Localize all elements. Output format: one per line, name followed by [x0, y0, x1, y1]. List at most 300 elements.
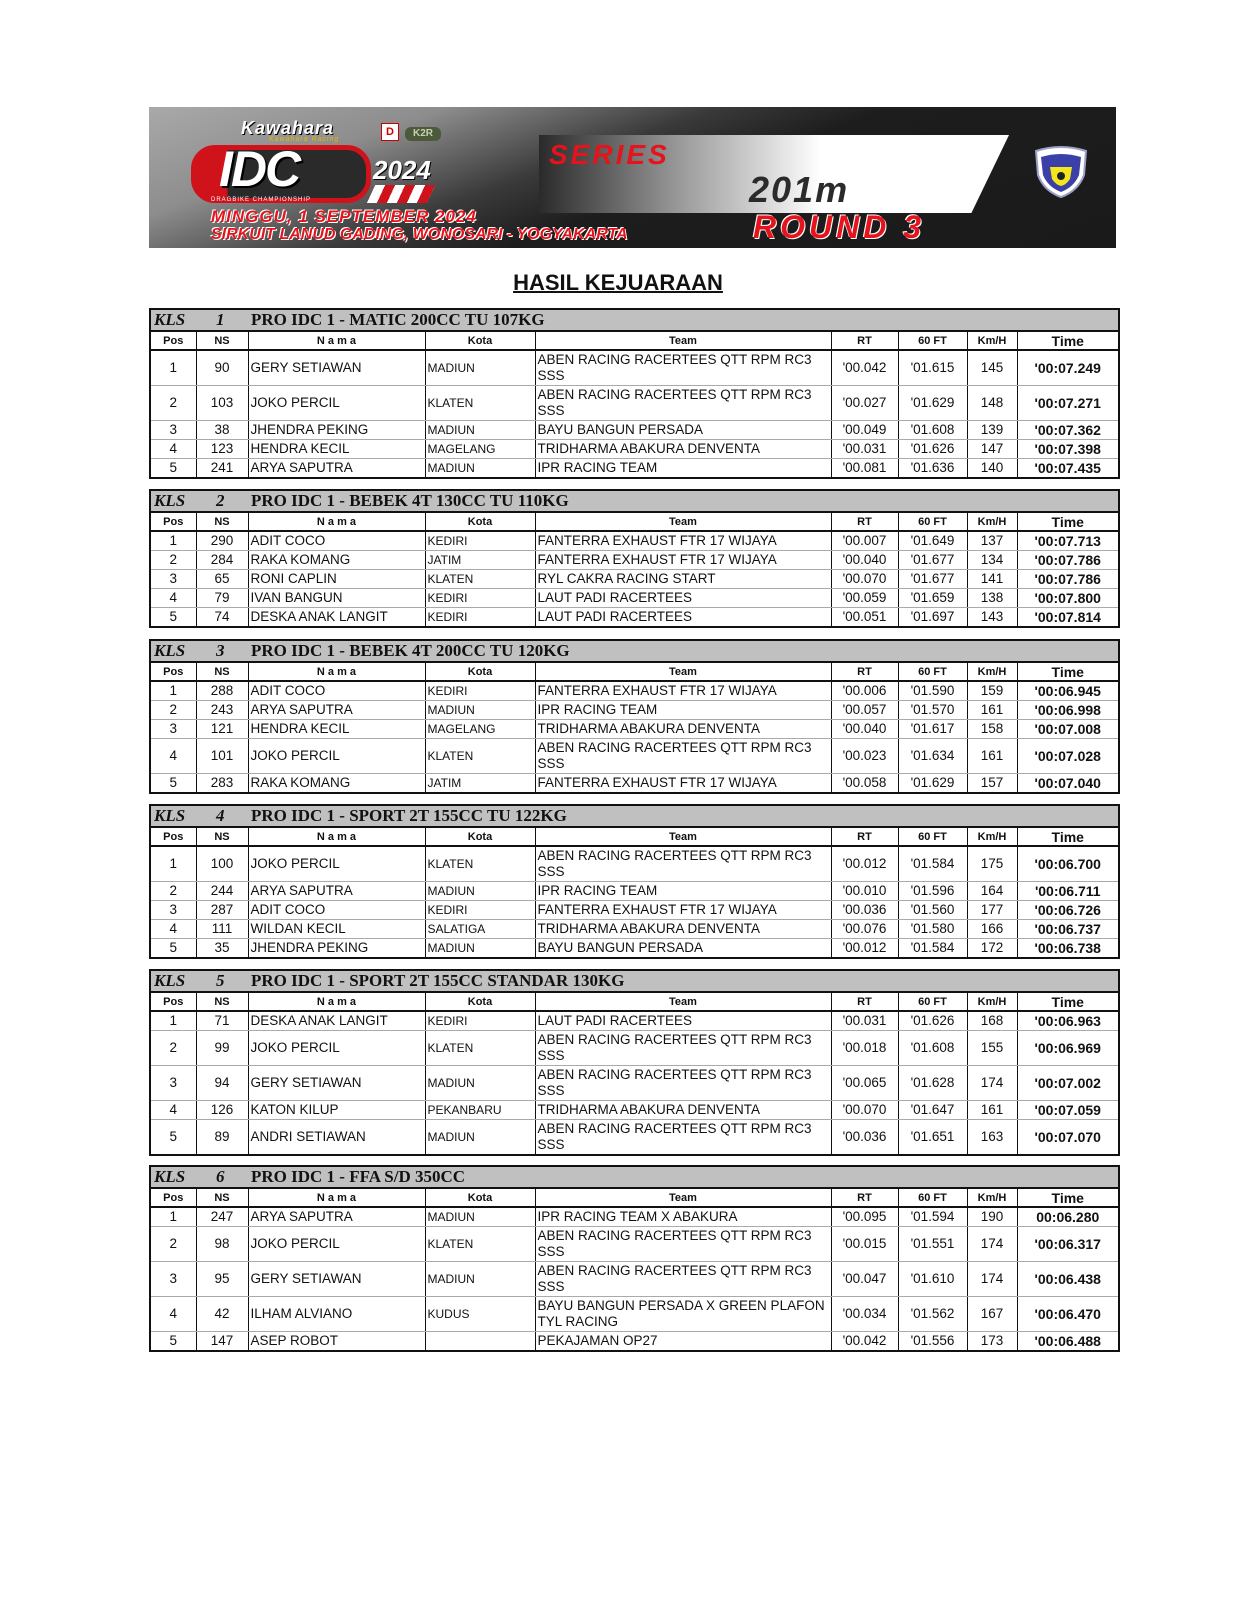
cell-pos: 5: [151, 459, 196, 478]
cell-ns: 95: [196, 1262, 248, 1297]
cell-time: '00:07.435: [1034, 460, 1101, 476]
col-header-rt: RT: [831, 513, 898, 531]
cell-kmh: 174: [967, 1262, 1017, 1297]
cell-rt: '00.047: [831, 1262, 898, 1297]
cell-rt: '00.006: [831, 681, 898, 701]
cell-rt: '00.040: [831, 720, 898, 739]
cell-nama: GERY SETIAWAN: [248, 350, 425, 386]
col-header-kota: Kota: [425, 332, 535, 350]
class-label: KLS: [154, 806, 186, 825]
cell-60ft: '01.626: [898, 440, 967, 459]
cell-rt: '00.042: [831, 350, 898, 386]
cell-team: PEKAJAMAN OP27: [535, 1332, 831, 1351]
cell-60ft: '01.608: [898, 1031, 967, 1066]
cell-pos: 3: [151, 1066, 196, 1101]
result-row: [151, 1101, 1118, 1120]
result-row: [151, 1262, 1118, 1297]
cell-kota: JATIM: [425, 551, 535, 570]
cell-kmh: 174: [967, 1066, 1017, 1101]
cell-60ft: '01.628: [898, 1066, 967, 1101]
banner-date: MINGGU, 1 SEPTEMBER 2024: [211, 207, 477, 226]
cell-60ft: '01.677: [898, 570, 967, 589]
cell-rt: '00.015: [831, 1227, 898, 1262]
result-row: [151, 421, 1118, 440]
column-header-row: [151, 332, 1118, 350]
result-row: [151, 720, 1118, 739]
cell-kmh: 159: [967, 681, 1017, 701]
results-table: [151, 332, 1118, 477]
cell-60ft: '01.556: [898, 1332, 967, 1351]
cell-time: '00:06.738: [1034, 940, 1101, 956]
cell-ns: 121: [196, 720, 248, 739]
cell-kota: MADIUN: [425, 459, 535, 478]
cell-kota: MADIUN: [425, 939, 535, 958]
results-table: [151, 1189, 1118, 1350]
cell-rt: '00.036: [831, 1120, 898, 1155]
cell-nama: JOKO PERCIL: [248, 1227, 425, 1262]
cell-ns: 99: [196, 1031, 248, 1066]
class-number: 2: [216, 491, 225, 510]
cell-team: IPR RACING TEAM X ABAKURA: [535, 1207, 831, 1227]
cell-pos: 2: [151, 882, 196, 901]
cell-nama: JOKO PERCIL: [248, 386, 425, 421]
cell-team: ABEN RACING RACERTEES QTT RPM RC3 SSS: [535, 1227, 831, 1262]
cell-nama: ADIT COCO: [248, 531, 425, 551]
cell-rt: '00.007: [831, 531, 898, 551]
results-table: [151, 513, 1118, 626]
cell-pos: 5: [151, 774, 196, 793]
cell-kmh: 166: [967, 920, 1017, 939]
class-label: KLS: [154, 1167, 186, 1186]
cell-rt: '00.040: [831, 551, 898, 570]
cell-kota: KLATEN: [425, 386, 535, 421]
cell-kmh: 172: [967, 939, 1017, 958]
cell-kmh: 139: [967, 421, 1017, 440]
class-results-table-2: [149, 489, 1120, 628]
cell-rt: '00.065: [831, 1066, 898, 1101]
cell-nama: JOKO PERCIL: [248, 846, 425, 882]
logo-idc-text: IDC: [219, 141, 300, 197]
col-header-60ft: 60 FT: [898, 663, 967, 681]
cell-kmh: 175: [967, 846, 1017, 882]
cell-60ft: '01.608: [898, 421, 967, 440]
class-header: [151, 310, 1118, 332]
result-row: [151, 1011, 1118, 1031]
cell-60ft: '01.629: [898, 774, 967, 793]
class-header: [151, 971, 1118, 993]
class-title: PRO IDC 1 - BEBEK 4T 200CC TU 120KG: [251, 641, 570, 660]
result-row: [151, 739, 1118, 774]
result-row: [151, 701, 1118, 720]
col-header-nama: N a m a: [248, 993, 425, 1011]
col-header-60ft: 60 FT: [898, 513, 967, 531]
cell-rt: '00.034: [831, 1297, 898, 1332]
class-title: PRO IDC 1 - SPORT 2T 155CC TU 122KG: [251, 806, 567, 825]
cell-60ft: '01.636: [898, 459, 967, 478]
cell-time: '00:07.398: [1017, 440, 1118, 459]
cell-time: '00:07.814: [1034, 609, 1101, 625]
cell-ns: 283: [196, 774, 248, 793]
cell-kota: MADIUN: [425, 1066, 535, 1101]
idc-logo: [191, 119, 481, 207]
result-row: [151, 882, 1118, 901]
cell-60ft: '01.697: [898, 608, 967, 627]
cell-kota: MADIUN: [425, 1262, 535, 1297]
col-header-ns: NS: [196, 663, 248, 681]
col-header-ns: NS: [196, 828, 248, 846]
cell-60ft: '01.596: [898, 882, 967, 901]
col-header-time: Time: [1017, 513, 1118, 531]
col-header-ns: NS: [196, 513, 248, 531]
cell-60ft: '01.551: [898, 1227, 967, 1262]
cell-kota: PEKANBARU: [425, 1101, 535, 1120]
cell-time: '00:06.969: [1017, 1031, 1118, 1066]
cell-pos: 3: [151, 720, 196, 739]
class-number: 1: [216, 310, 225, 329]
cell-pos: 5: [151, 608, 196, 627]
cell-kota: KLATEN: [425, 846, 535, 882]
cell-rt: '00.095: [831, 1207, 898, 1227]
cell-nama: JOKO PERCIL: [248, 1031, 425, 1066]
cell-rt: '00.059: [831, 589, 898, 608]
cell-team: ABEN RACING RACERTEES QTT RPM RC3 SSS: [535, 1066, 831, 1101]
col-header-60ft: 60 FT: [898, 1189, 967, 1207]
cell-pos: 1: [151, 350, 196, 386]
column-header-row: [151, 663, 1118, 681]
cell-kmh: 161: [967, 701, 1017, 720]
cell-team: FANTERRA EXHAUST FTR 17 WIJAYA: [535, 531, 831, 551]
cell-team: TRIDHARMA ABAKURA DENVENTA: [535, 920, 831, 939]
cell-time: '00:06.945: [1017, 681, 1118, 701]
cell-kmh: 163: [967, 1120, 1017, 1155]
col-header-rt: RT: [831, 332, 898, 350]
result-row: [151, 1207, 1118, 1227]
cell-kmh: 147: [967, 440, 1017, 459]
cell-pos: 4: [151, 1297, 196, 1332]
cell-pos: 3: [151, 901, 196, 920]
cell-rt: '00.031: [831, 440, 898, 459]
cell-pos: 5: [151, 1120, 196, 1155]
cell-team: ABEN RACING RACERTEES QTT RPM RC3 SSS: [535, 1262, 831, 1297]
col-header-pos: Pos: [151, 663, 196, 681]
cell-ns: 247: [196, 1207, 248, 1227]
cell-rt: '00.012: [831, 846, 898, 882]
class-label: KLS: [154, 310, 186, 329]
result-row: [151, 386, 1118, 421]
col-header-kota: Kota: [425, 1189, 535, 1207]
result-row: [151, 681, 1118, 701]
cell-time: 00:06.280: [1017, 1207, 1118, 1227]
col-header-rt: RT: [831, 1189, 898, 1207]
class-title: PRO IDC 1 - FFA S/D 350CC: [251, 1167, 466, 1186]
cell-nama: ILHAM ALVIANO: [248, 1297, 425, 1332]
cell-nama: ARYA SAPUTRA: [248, 459, 425, 478]
class-results-table-6: [149, 1165, 1120, 1352]
col-header-pos: Pos: [151, 513, 196, 531]
cell-kota: KEDIRI: [425, 589, 535, 608]
cell-team: FANTERRA EXHAUST FTR 17 WIJAYA: [535, 551, 831, 570]
class-number: 3: [216, 641, 225, 660]
col-header-ns: NS: [196, 993, 248, 1011]
result-row: [151, 459, 1118, 478]
cell-time: '00:06.737: [1017, 920, 1118, 939]
result-row: [151, 350, 1118, 386]
cell-pos: 2: [151, 701, 196, 720]
cell-nama: IVAN BANGUN: [248, 589, 425, 608]
cell-time: '00:07.713: [1017, 531, 1118, 551]
event-banner: [149, 107, 1116, 248]
cell-pos: 4: [151, 589, 196, 608]
col-header-time: Time: [1017, 828, 1118, 846]
cell-ns: 98: [196, 1227, 248, 1262]
class-title: PRO IDC 1 - SPORT 2T 155CC STANDAR 130KG: [251, 971, 625, 990]
cell-ns: 74: [196, 608, 248, 627]
cell-nama: DESKA ANAK LANGIT: [248, 608, 425, 627]
cell-kmh: 148: [967, 386, 1017, 421]
cell-pos: 1: [151, 1207, 196, 1227]
cell-team: IPR RACING TEAM: [535, 882, 831, 901]
col-header-rt: RT: [831, 828, 898, 846]
class-results-table-3: [149, 639, 1120, 794]
class-header: [151, 1167, 1118, 1189]
cell-kmh: 138: [967, 589, 1017, 608]
cell-time: '00:06.963: [1017, 1011, 1118, 1031]
cell-kmh: 168: [967, 1011, 1017, 1031]
sponsor-badge-k2r: K2R: [405, 127, 441, 141]
col-header-kmh: Km/H: [967, 513, 1017, 531]
col-header-kota: Kota: [425, 663, 535, 681]
cell-kota: MADIUN: [425, 350, 535, 386]
cell-kmh: 173: [967, 1332, 1017, 1351]
col-header-rt: RT: [831, 993, 898, 1011]
banner-round: ROUND 3: [753, 209, 926, 245]
class-header: [151, 491, 1118, 513]
col-header-nama: N a m a: [248, 1189, 425, 1207]
cell-rt: '00.023: [831, 739, 898, 774]
cell-time: '00:07.786: [1017, 570, 1118, 589]
cell-team: LAUT PADI RACERTEES: [535, 1011, 831, 1031]
cell-kota: MADIUN: [425, 421, 535, 440]
result-row: [151, 1332, 1118, 1351]
cell-kota: KLATEN: [425, 1227, 535, 1262]
cell-ns: 71: [196, 1011, 248, 1031]
cell-team: ABEN RACING RACERTEES QTT RPM RC3 SSS: [535, 1120, 831, 1155]
col-header-team: Team: [535, 828, 831, 846]
cell-pos: 3: [151, 1262, 196, 1297]
cell-nama: GERY SETIAWAN: [248, 1262, 425, 1297]
cell-ns: 244: [196, 882, 248, 901]
cell-time: '00:07.002: [1017, 1066, 1118, 1101]
col-header-nama: N a m a: [248, 332, 425, 350]
cell-team: FANTERRA EXHAUST FTR 17 WIJAYA: [535, 774, 831, 793]
cell-pos: 3: [151, 421, 196, 440]
col-header-time: Time: [1017, 663, 1118, 681]
cell-pos: 4: [151, 1101, 196, 1120]
col-header-pos: Pos: [151, 1189, 196, 1207]
cell-time: '00:06.711: [1017, 882, 1118, 901]
class-header: [151, 806, 1118, 828]
cell-rt: '00.070: [831, 1101, 898, 1120]
class-title: PRO IDC 1 - MATIC 200CC TU 107KG: [251, 310, 545, 329]
cell-kota: SALATIGA: [425, 920, 535, 939]
cell-60ft: '01.651: [898, 1120, 967, 1155]
cell-60ft: '01.584: [898, 939, 967, 958]
cell-pos: 5: [151, 939, 196, 958]
cell-pos: 1: [151, 531, 196, 551]
cell-60ft: '01.610: [898, 1262, 967, 1297]
col-header-ns: NS: [196, 332, 248, 350]
cell-pos: 4: [151, 920, 196, 939]
cell-time: '00:07.028: [1017, 739, 1118, 774]
cell-ns: 79: [196, 589, 248, 608]
cell-team: LAUT PADI RACERTEES: [535, 589, 831, 608]
cell-time: '00:07.786: [1017, 551, 1118, 570]
class-title: PRO IDC 1 - BEBEK 4T 130CC TU 110KG: [251, 491, 569, 510]
column-header-row: [151, 1189, 1118, 1207]
cell-kmh: 140: [967, 459, 1017, 478]
result-row: [151, 531, 1118, 551]
cell-team: ABEN RACING RACERTEES QTT RPM RC3 SSS: [535, 739, 831, 774]
cell-rt: '00.070: [831, 570, 898, 589]
cell-rt: '00.018: [831, 1031, 898, 1066]
cell-60ft: '01.562: [898, 1297, 967, 1332]
class-header: [151, 641, 1118, 663]
column-header-row: [151, 513, 1118, 531]
cell-ns: 89: [196, 1120, 248, 1155]
cell-ns: 38: [196, 421, 248, 440]
cell-pos: 1: [151, 846, 196, 882]
cell-team: FANTERRA EXHAUST FTR 17 WIJAYA: [535, 681, 831, 701]
cell-time: '00:07.249: [1017, 350, 1118, 386]
cell-kmh: 155: [967, 1031, 1017, 1066]
result-row: [151, 1297, 1118, 1332]
column-header-row: [151, 828, 1118, 846]
cell-time: '00:06.700: [1017, 846, 1118, 882]
col-header-kmh: Km/H: [967, 1189, 1017, 1207]
cell-nama: JHENDRA PEKING: [248, 421, 425, 440]
cell-nama: ARYA SAPUTRA: [248, 1207, 425, 1227]
cell-time: '00:06.438: [1017, 1262, 1118, 1297]
col-header-kota: Kota: [425, 828, 535, 846]
imi-emblem-icon: [1032, 145, 1090, 199]
cell-pos: 2: [151, 386, 196, 421]
cell-time: '00:07.271: [1017, 386, 1118, 421]
cell-time: '00:06.488: [1034, 1333, 1101, 1349]
col-header-nama: N a m a: [248, 828, 425, 846]
cell-rt: '00.027: [831, 386, 898, 421]
sponsor-logo-text: Kawahara: [241, 118, 335, 138]
cell-kmh: 177: [967, 901, 1017, 920]
col-header-kmh: Km/H: [967, 663, 1017, 681]
cell-pos: 4: [151, 739, 196, 774]
class-label: KLS: [154, 971, 186, 990]
cell-team: IPR RACING TEAM: [535, 701, 831, 720]
cell-kota: KEDIRI: [425, 531, 535, 551]
cell-nama: ADIT COCO: [248, 681, 425, 701]
result-row: [151, 551, 1118, 570]
col-header-nama: N a m a: [248, 663, 425, 681]
cell-team: ABEN RACING RACERTEES QTT RPM RC3 SSS: [535, 1031, 831, 1066]
col-header-team: Team: [535, 1189, 831, 1207]
cell-60ft: '01.584: [898, 846, 967, 882]
cell-time: '00:06.726: [1017, 901, 1118, 920]
cell-ns: 147: [196, 1332, 248, 1351]
cell-ns: 123: [196, 440, 248, 459]
results-table: [151, 828, 1118, 957]
cell-rt: '00.049: [831, 421, 898, 440]
cell-kmh: 137: [967, 531, 1017, 551]
cell-ns: 103: [196, 386, 248, 421]
col-header-team: Team: [535, 332, 831, 350]
cell-kota: KLATEN: [425, 1031, 535, 1066]
cell-60ft: '01.626: [898, 1011, 967, 1031]
class-number: 5: [216, 971, 225, 990]
cell-nama: GERY SETIAWAN: [248, 1066, 425, 1101]
class-results-table-5: [149, 969, 1120, 1156]
cell-team: TRIDHARMA ABAKURA DENVENTA: [535, 1101, 831, 1120]
col-header-60ft: 60 FT: [898, 332, 967, 350]
result-row: [151, 939, 1118, 958]
cell-team: ABEN RACING RACERTEES QTT RPM RC3 SSS: [535, 846, 831, 882]
col-header-60ft: 60 FT: [898, 828, 967, 846]
cell-time: '00:07.362: [1017, 421, 1118, 440]
cell-ns: 243: [196, 701, 248, 720]
cell-kota: MADIUN: [425, 701, 535, 720]
cell-kota: MADIUN: [425, 1207, 535, 1227]
col-header-ns: NS: [196, 1189, 248, 1207]
cell-60ft: '01.629: [898, 386, 967, 421]
cell-time: '00:07.800: [1017, 589, 1118, 608]
cell-time: '00:07.040: [1034, 775, 1101, 791]
cell-kota: MADIUN: [425, 882, 535, 901]
cell-kmh: 167: [967, 1297, 1017, 1332]
cell-team: FANTERRA EXHAUST FTR 17 WIJAYA: [535, 901, 831, 920]
cell-kota: KLATEN: [425, 570, 535, 589]
col-header-kota: Kota: [425, 993, 535, 1011]
cell-kota: KEDIRI: [425, 901, 535, 920]
cell-ns: 287: [196, 901, 248, 920]
cell-time: '00:07.059: [1017, 1101, 1118, 1120]
cell-nama: ADIT COCO: [248, 901, 425, 920]
col-header-nama: N a m a: [248, 513, 425, 531]
cell-60ft: '01.634: [898, 739, 967, 774]
col-header-kmh: Km/H: [967, 828, 1017, 846]
sponsor-logo-subtext: Kawahara Racing: [269, 136, 340, 143]
cell-ns: 241: [196, 459, 248, 478]
cell-60ft: '01.580: [898, 920, 967, 939]
cell-rt: '00.036: [831, 901, 898, 920]
cell-ns: 288: [196, 681, 248, 701]
cell-time: '00:06.998: [1017, 701, 1118, 720]
cell-nama: HENDRA KECIL: [248, 440, 425, 459]
cell-time: '00:07.070: [1034, 1129, 1101, 1145]
result-row: [151, 901, 1118, 920]
cell-ns: 126: [196, 1101, 248, 1120]
cell-pos: 3: [151, 570, 196, 589]
cell-team: IPR RACING TEAM: [535, 459, 831, 478]
cell-pos: 1: [151, 1011, 196, 1031]
cell-team: ABEN RACING RACERTEES QTT RPM RC3 SSS: [535, 350, 831, 386]
logo-year-text: 2024: [373, 155, 431, 185]
result-row: [151, 1031, 1118, 1066]
cell-team: ABEN RACING RACERTEES QTT RPM RC3 SSS: [535, 386, 831, 421]
cell-rt: '00.010: [831, 882, 898, 901]
class-results-table-4: [149, 804, 1120, 959]
cell-nama: WILDAN KECIL: [248, 920, 425, 939]
cell-rt: '00.031: [831, 1011, 898, 1031]
cell-kota: KLATEN: [425, 739, 535, 774]
cell-time: '00:07.008: [1017, 720, 1118, 739]
